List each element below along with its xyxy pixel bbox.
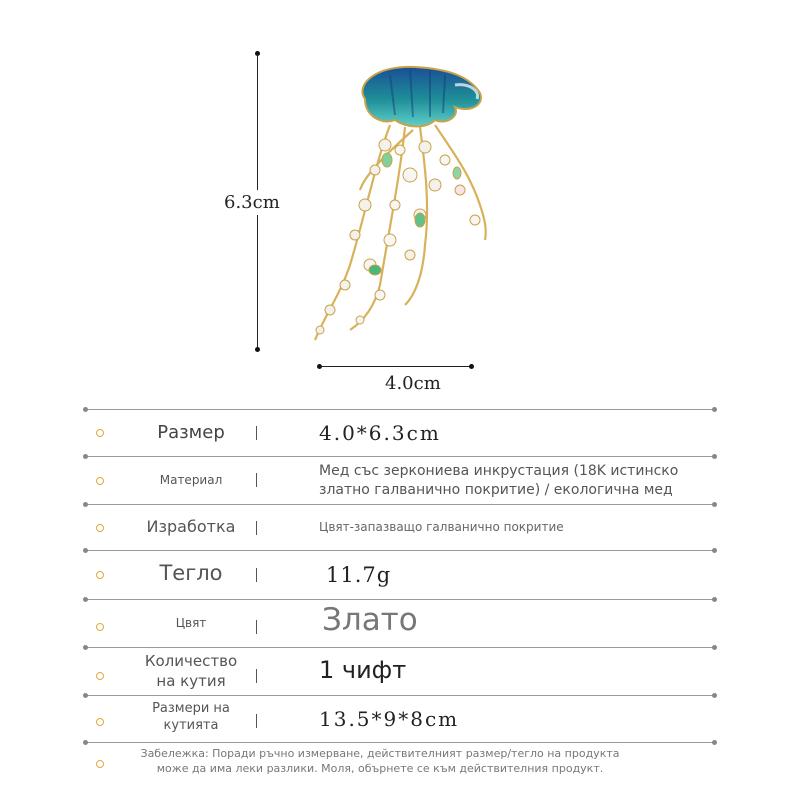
spec-label: Тегло [159, 561, 223, 585]
spec-value: Злато [322, 602, 418, 638]
bullet-icon [96, 760, 104, 768]
brooch-crystals [316, 139, 480, 334]
divider-bar [256, 473, 257, 487]
spec-label-line-1: Количество [144, 652, 238, 670]
bullet-icon [96, 623, 104, 631]
bullet-icon [96, 524, 104, 532]
spec-row-material [86, 457, 714, 504]
spec-row-workmanship [86, 505, 714, 550]
spec-row-box-size [86, 696, 714, 742]
width-dimension-label: 4.0cm [385, 373, 441, 394]
brooch-cap [362, 67, 481, 127]
divider-bar [256, 669, 257, 683]
note-text [110, 746, 650, 776]
divider-bar [256, 714, 257, 728]
spec-row-quantity [86, 648, 714, 695]
bullet-icon [96, 429, 104, 437]
jellyfish-brooch-image [295, 55, 505, 355]
spec-value: Цвят-запазващо галванично покритие [319, 520, 564, 534]
spec-label: Изработка [146, 517, 236, 536]
spec-label-line-2: кутията [163, 718, 219, 733]
divider-bar [256, 620, 257, 634]
spec-value-line-2: златно галванично покритие) / екологична мед [319, 482, 673, 498]
spec-row-size [86, 410, 714, 456]
bullet-icon [96, 477, 104, 485]
spec-label: Материал [159, 473, 223, 487]
bullet-icon [96, 571, 104, 579]
spec-value-line-1: Мед със зеркониева инкрустация (18K истинско [319, 463, 679, 479]
divider-bar [256, 521, 257, 535]
divider-bar [256, 568, 257, 582]
bullet-icon [96, 672, 104, 680]
spec-value: 13.5*9*8cm [319, 707, 460, 731]
spec-label-line-2: на кутия [156, 672, 226, 690]
spec-label: Цвят [175, 616, 207, 630]
spec-label: Размер [157, 422, 225, 443]
spec-label-line-1: Размери на [152, 701, 230, 716]
spec-value: 11.7g [326, 563, 392, 587]
spec-row-weight [86, 551, 714, 599]
bullet-icon [96, 718, 104, 726]
note-line-1: Забележка: Поради ръчно измерване, действителният размер/тегло на продукта [140, 747, 620, 760]
spec-row-color [86, 600, 714, 647]
note-line-2: може да има леки разлики. Моля, обърнете се към действителния продукт. [156, 762, 604, 775]
spec-value: 1 чифт [319, 656, 407, 684]
height-dimension-label: 6.3cm [224, 192, 280, 213]
divider-bar [256, 426, 257, 440]
brooch-tentacles [315, 125, 486, 340]
spec-value: 4.0*6.3cm [319, 421, 441, 445]
